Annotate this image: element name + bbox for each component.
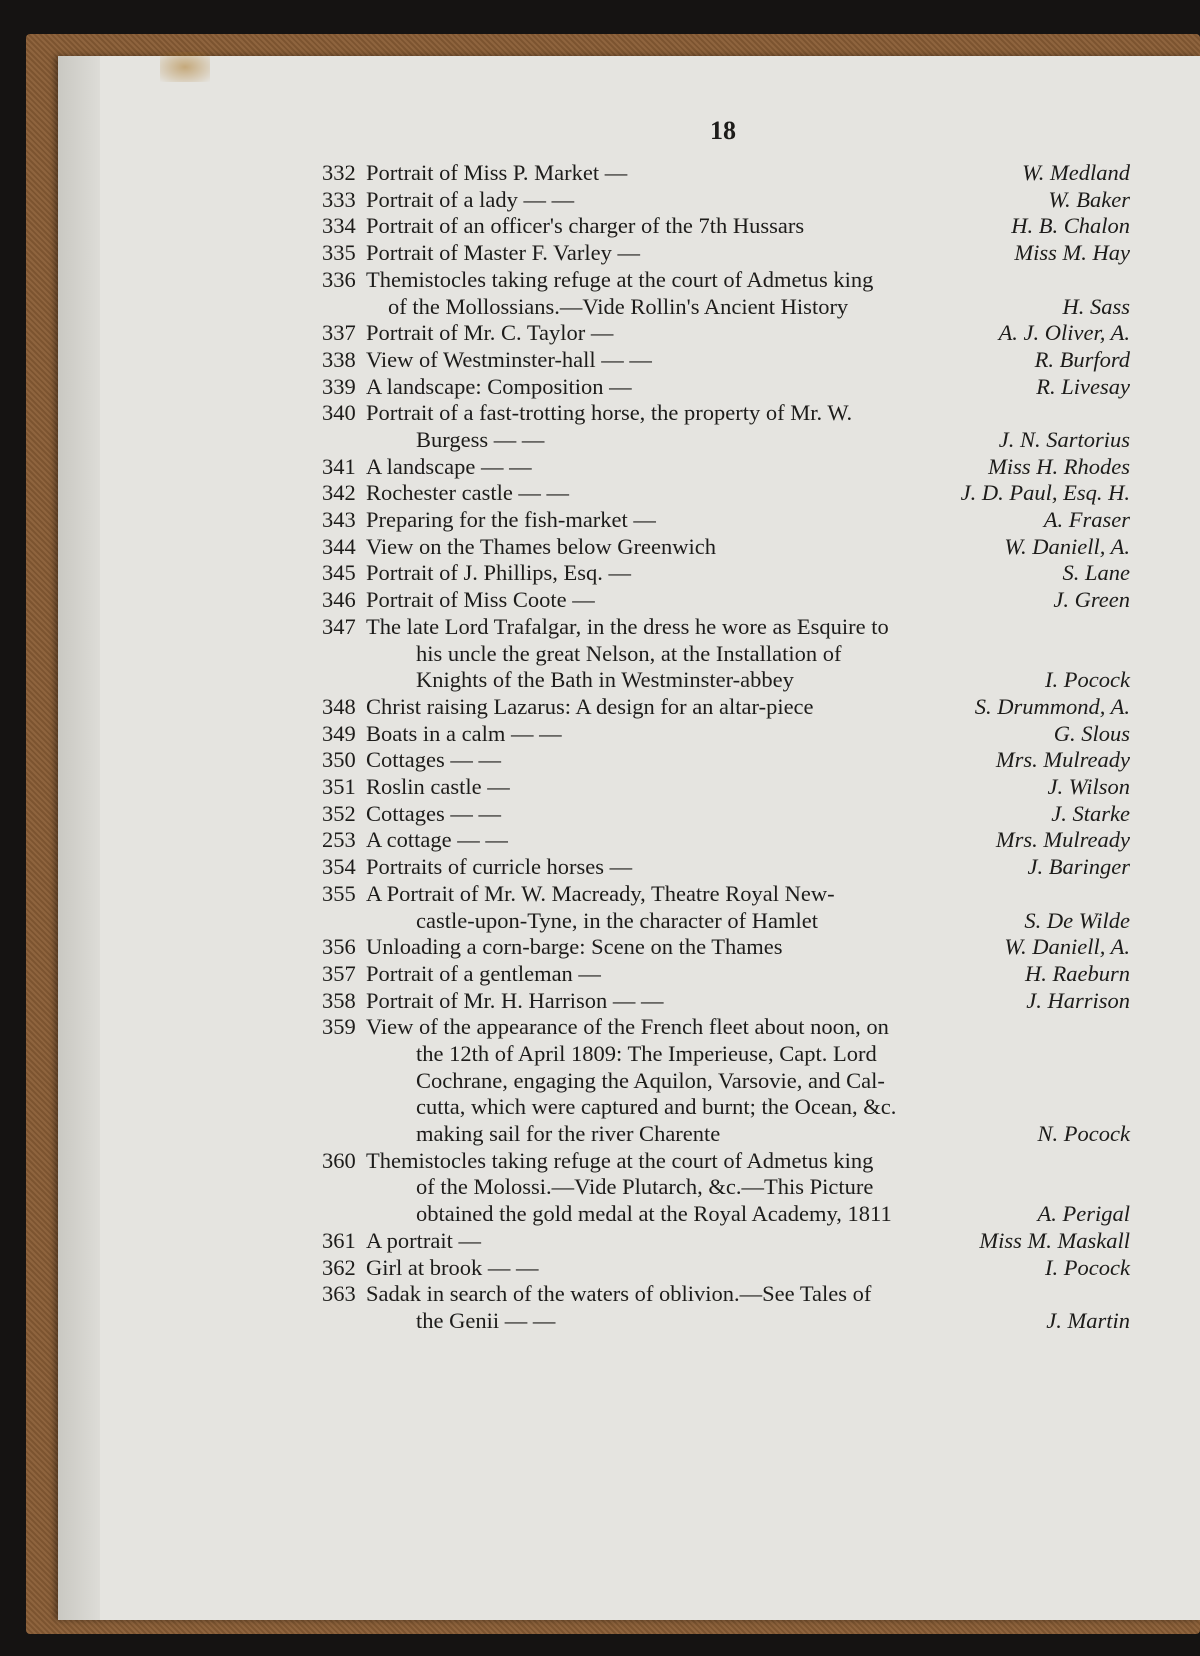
entry-line: [366, 587, 1130, 614]
catalogue-entry: [322, 480, 1130, 507]
entry-artist: W. Daniell, A.: [1004, 934, 1130, 960]
entry-artist: J. Wilson: [1047, 774, 1130, 800]
entry-number: 334: [322, 213, 356, 239]
entry-line: [366, 908, 1130, 935]
entry-number: 355: [322, 880, 356, 906]
entry-line: [366, 1281, 1130, 1308]
catalogue-entry: [322, 267, 1130, 320]
entry-number: 362: [322, 1254, 356, 1280]
entry-artist: W. Daniell, A.: [1004, 533, 1130, 559]
entry-artist: N. Pocock: [1037, 1121, 1130, 1147]
page-number: 18: [710, 116, 736, 145]
entry-line: [366, 1228, 1130, 1255]
entry-title: Christ raising Lazarus: A design for an altar-piece: [366, 693, 814, 719]
entry-number: 352: [322, 800, 356, 826]
entry-line: [366, 560, 1130, 587]
entry-line: [366, 721, 1130, 748]
entry-number: 349: [322, 720, 356, 746]
entry-title: Themistocles taking refuge at the court of Admetus king: [366, 1147, 874, 1173]
entry-number: 337: [322, 320, 356, 346]
entry-number: 339: [322, 373, 356, 399]
entry-artist: H. Raeburn: [1025, 960, 1130, 986]
entry-title: Portrait of Miss Coote —: [366, 587, 595, 613]
catalogue-entry: [322, 240, 1130, 267]
entry-line: [366, 827, 1130, 854]
entry-title: Portrait of Mr. H. Harrison — —: [366, 987, 664, 1013]
entry-number: 336: [322, 266, 356, 292]
entry-number: 345: [322, 560, 356, 586]
entry-artist: I. Pocock: [1045, 667, 1130, 693]
catalogue-entry: [322, 961, 1130, 988]
entry-artist: Miss M. Hay: [1014, 240, 1130, 266]
entry-artist: S. Drummond, A.: [974, 693, 1130, 719]
entry-title: castle-upon-Tyne, in the character of Hamlet: [416, 907, 818, 933]
entry-line: [366, 374, 1130, 401]
entry-title: the 12th of April 1809: The Imperieuse, Capt. Lord: [416, 1041, 877, 1067]
entry-number: 340: [322, 400, 356, 426]
entry-number: 359: [322, 1014, 356, 1040]
entry-line: [366, 400, 1130, 427]
entry-title: Cottages — —: [366, 800, 501, 826]
entry-artist: S. De Wilde: [1024, 907, 1130, 933]
catalogue-entry: [322, 454, 1130, 481]
entry-artist: J. D. Paul, Esq. H.: [960, 480, 1130, 506]
catalogue-entry: [322, 801, 1130, 828]
entry-line: [366, 694, 1130, 721]
entry-title: View of Westminster-hall — —: [366, 346, 652, 372]
entry-artist: R. Livesay: [1036, 373, 1130, 399]
catalogue-entry: [322, 694, 1130, 721]
entry-line: [366, 160, 1130, 187]
entry-line: [366, 988, 1130, 1015]
entry-line: [366, 774, 1130, 801]
entry-artist: G. Slous: [1053, 720, 1130, 746]
entry-title: of the Molossi.—Vide Plutarch, &c.—This Picture: [416, 1174, 874, 1200]
entry-line: [366, 1255, 1130, 1282]
entry-artist: R. Burford: [1034, 346, 1130, 372]
entry-title: obtained the gold medal at the Royal Academy, 1811: [416, 1201, 892, 1227]
entry-artist: J. N. Sartorius: [998, 426, 1130, 452]
entry-title: Cottages — —: [366, 747, 501, 773]
catalogue-entry: [322, 400, 1130, 453]
catalogue-entry: [322, 187, 1130, 214]
entry-number: 350: [322, 747, 356, 773]
entry-title: Portrait of Miss P. Market —: [366, 160, 628, 185]
entry-artist: Miss H. Rhodes: [988, 453, 1130, 479]
entry-artist: I. Pocock: [1045, 1254, 1130, 1280]
entry-line: [366, 854, 1130, 881]
catalogue-entry: [322, 587, 1130, 614]
entry-artist: W. Baker: [1048, 186, 1130, 212]
entry-title: his uncle the great Nelson, at the Installation of: [416, 640, 842, 666]
entry-title: Unloading a corn-barge: Scene on the Thames: [366, 934, 783, 960]
entry-title: Burgess — —: [416, 426, 545, 452]
entry-line: [366, 1174, 1130, 1201]
catalogue-entry: [322, 160, 1130, 187]
catalogue-entry: [322, 1228, 1130, 1255]
catalogue-entry: [322, 1148, 1130, 1228]
entry-number: 333: [322, 186, 356, 212]
entry-line: [366, 1041, 1130, 1068]
entry-number: 358: [322, 987, 356, 1013]
catalogue-entry: [322, 374, 1130, 401]
entry-line: [366, 427, 1130, 454]
catalogue-entry: [322, 213, 1130, 240]
entry-line: [366, 747, 1130, 774]
entry-line: [366, 534, 1130, 561]
entry-title: Themistocles taking refuge at the court of Admetus king: [366, 266, 874, 292]
entry-artist: H. B. Chalon: [1011, 213, 1130, 239]
entry-title: A landscape: Composition —: [366, 373, 632, 399]
entry-line: [366, 1201, 1130, 1228]
entry-title: Cochrane, engaging the Aquilon, Varsovie, and Cal-: [416, 1067, 885, 1093]
entry-artist: J. Green: [1053, 587, 1130, 613]
catalogue-entry: [322, 747, 1130, 774]
entry-line: [366, 614, 1130, 641]
entry-artist: J. Harrison: [1026, 987, 1130, 1013]
entry-line: [366, 347, 1130, 374]
entry-artist: A. J. Oliver, A.: [998, 320, 1130, 346]
entry-title: The late Lord Trafalgar, in the dress he wore as Esquire to: [366, 613, 889, 639]
catalogue-entry: [322, 347, 1130, 374]
entry-title: Sadak in search of the waters of oblivion.—See Tales of: [366, 1281, 872, 1307]
entry-line: [366, 1148, 1130, 1175]
catalogue-entry: [322, 320, 1130, 347]
catalogue-entry: [322, 614, 1130, 694]
entry-artist: J. Baringer: [1027, 854, 1130, 880]
entry-artist: J. Martin: [1046, 1307, 1130, 1333]
catalogue-entries: [322, 160, 1130, 1335]
entry-artist: Mrs. Mulready: [995, 827, 1130, 853]
entry-number: 346: [322, 587, 356, 613]
entry-title: Boats in a calm — —: [366, 720, 562, 746]
entry-title: A landscape — —: [366, 453, 532, 479]
catalogue-entry: [322, 881, 1130, 934]
entry-number: 361: [322, 1227, 356, 1253]
entry-number: 335: [322, 240, 356, 266]
entry-title: A cottage — —: [366, 827, 508, 853]
catalogue-entry: [322, 721, 1130, 748]
entry-line: [366, 213, 1130, 240]
entry-title: making sail for the river Charente: [416, 1121, 721, 1147]
stain: [160, 52, 210, 82]
entry-line: [366, 641, 1130, 668]
entry-line: [366, 320, 1130, 347]
entry-line: [366, 480, 1130, 507]
entry-line: [366, 187, 1130, 214]
entry-number: 344: [322, 533, 356, 559]
entry-artist: Miss M. Maskall: [979, 1227, 1130, 1253]
entry-number: 341: [322, 453, 356, 479]
entry-artist: H. Sass: [1062, 293, 1130, 319]
entry-title: Portrait of Mr. C. Taylor —: [366, 320, 614, 346]
catalogue-entry: [322, 534, 1130, 561]
entry-line: [366, 934, 1130, 961]
catalogue-entry: [322, 934, 1130, 961]
entry-title: Portrait of Master F. Varley —: [366, 240, 640, 266]
page-edge: [58, 56, 100, 1620]
catalogue-entry: [322, 774, 1130, 801]
entry-title: Portrait of a lady — —: [366, 186, 575, 212]
entry-title: the Genii — —: [416, 1307, 556, 1333]
entry-title: Preparing for the fish-market —: [366, 507, 656, 533]
catalogue-entry: [322, 988, 1130, 1015]
entry-number: 253: [322, 827, 356, 853]
entry-artist: J. Starke: [1051, 800, 1130, 826]
catalogue-entry: [322, 1281, 1130, 1334]
entry-title: Portrait of J. Phillips, Esq. —: [366, 560, 632, 586]
entry-title: Roslin castle —: [366, 774, 510, 800]
entry-line: [366, 240, 1130, 267]
entry-number: 343: [322, 507, 356, 533]
catalogue-entry: [322, 507, 1130, 534]
entry-title: Knights of the Bath in Westminster-abbey: [416, 667, 794, 693]
catalogue-entry: [322, 854, 1130, 881]
entry-artist: A. Fraser: [1043, 507, 1130, 533]
entry-title: A portrait —: [366, 1227, 481, 1253]
entry-title: Portrait of an officer's charger of the 7th Hussars: [366, 213, 805, 239]
entry-title: Portrait of a fast-trotting horse, the property of Mr. W.: [366, 400, 853, 426]
entry-line: [366, 1121, 1130, 1148]
entry-line: [366, 1014, 1130, 1041]
entry-title: View of the appearance of the French fleet about noon, on: [366, 1014, 889, 1040]
entry-line: [366, 801, 1130, 828]
entry-number: 351: [322, 774, 356, 800]
catalogue-entry: [322, 1014, 1130, 1147]
entry-number: 332: [322, 160, 356, 185]
entry-title: A Portrait of Mr. W. Macready, Theatre Royal New-: [366, 880, 835, 906]
entry-line: [366, 1068, 1130, 1095]
entry-number: 342: [322, 480, 356, 506]
entry-line: [366, 267, 1130, 294]
entry-line: [366, 1094, 1130, 1121]
entry-number: 357: [322, 960, 356, 986]
entry-title: of the Mollossians.—Vide Rollin's Ancient History: [388, 293, 849, 319]
entry-title: View on the Thames below Greenwich: [366, 533, 717, 559]
entry-artist: Mrs. Mulready: [995, 747, 1130, 773]
entry-line: [366, 961, 1130, 988]
entry-line: [366, 507, 1130, 534]
entry-line: [366, 294, 1130, 321]
entry-number: 356: [322, 934, 356, 960]
catalogue-entry: [322, 560, 1130, 587]
entry-number: 348: [322, 693, 356, 719]
entry-title: Portrait of a gentleman —: [366, 960, 601, 986]
entry-line: [366, 1308, 1130, 1335]
entry-line: [366, 454, 1130, 481]
entry-number: 354: [322, 854, 356, 880]
entry-number: 338: [322, 346, 356, 372]
entry-title: Portraits of curricle horses —: [366, 854, 633, 880]
entry-line: [366, 667, 1130, 694]
entry-artist: W. Medland: [1022, 160, 1130, 185]
entry-title: Girl at brook — —: [366, 1254, 539, 1280]
entry-artist: S. Lane: [1062, 560, 1130, 586]
catalogue-entry: [322, 827, 1130, 854]
entry-title: cutta, which were captured and burnt; the Ocean, &c.: [416, 1094, 897, 1120]
entry-number: 347: [322, 613, 356, 639]
entry-number: 363: [322, 1281, 356, 1307]
entry-line: [366, 881, 1130, 908]
entry-artist: A. Perigal: [1037, 1201, 1130, 1227]
catalogue-entry: [322, 1255, 1130, 1282]
entry-number: 360: [322, 1147, 356, 1173]
entry-title: Rochester castle — —: [366, 480, 570, 506]
